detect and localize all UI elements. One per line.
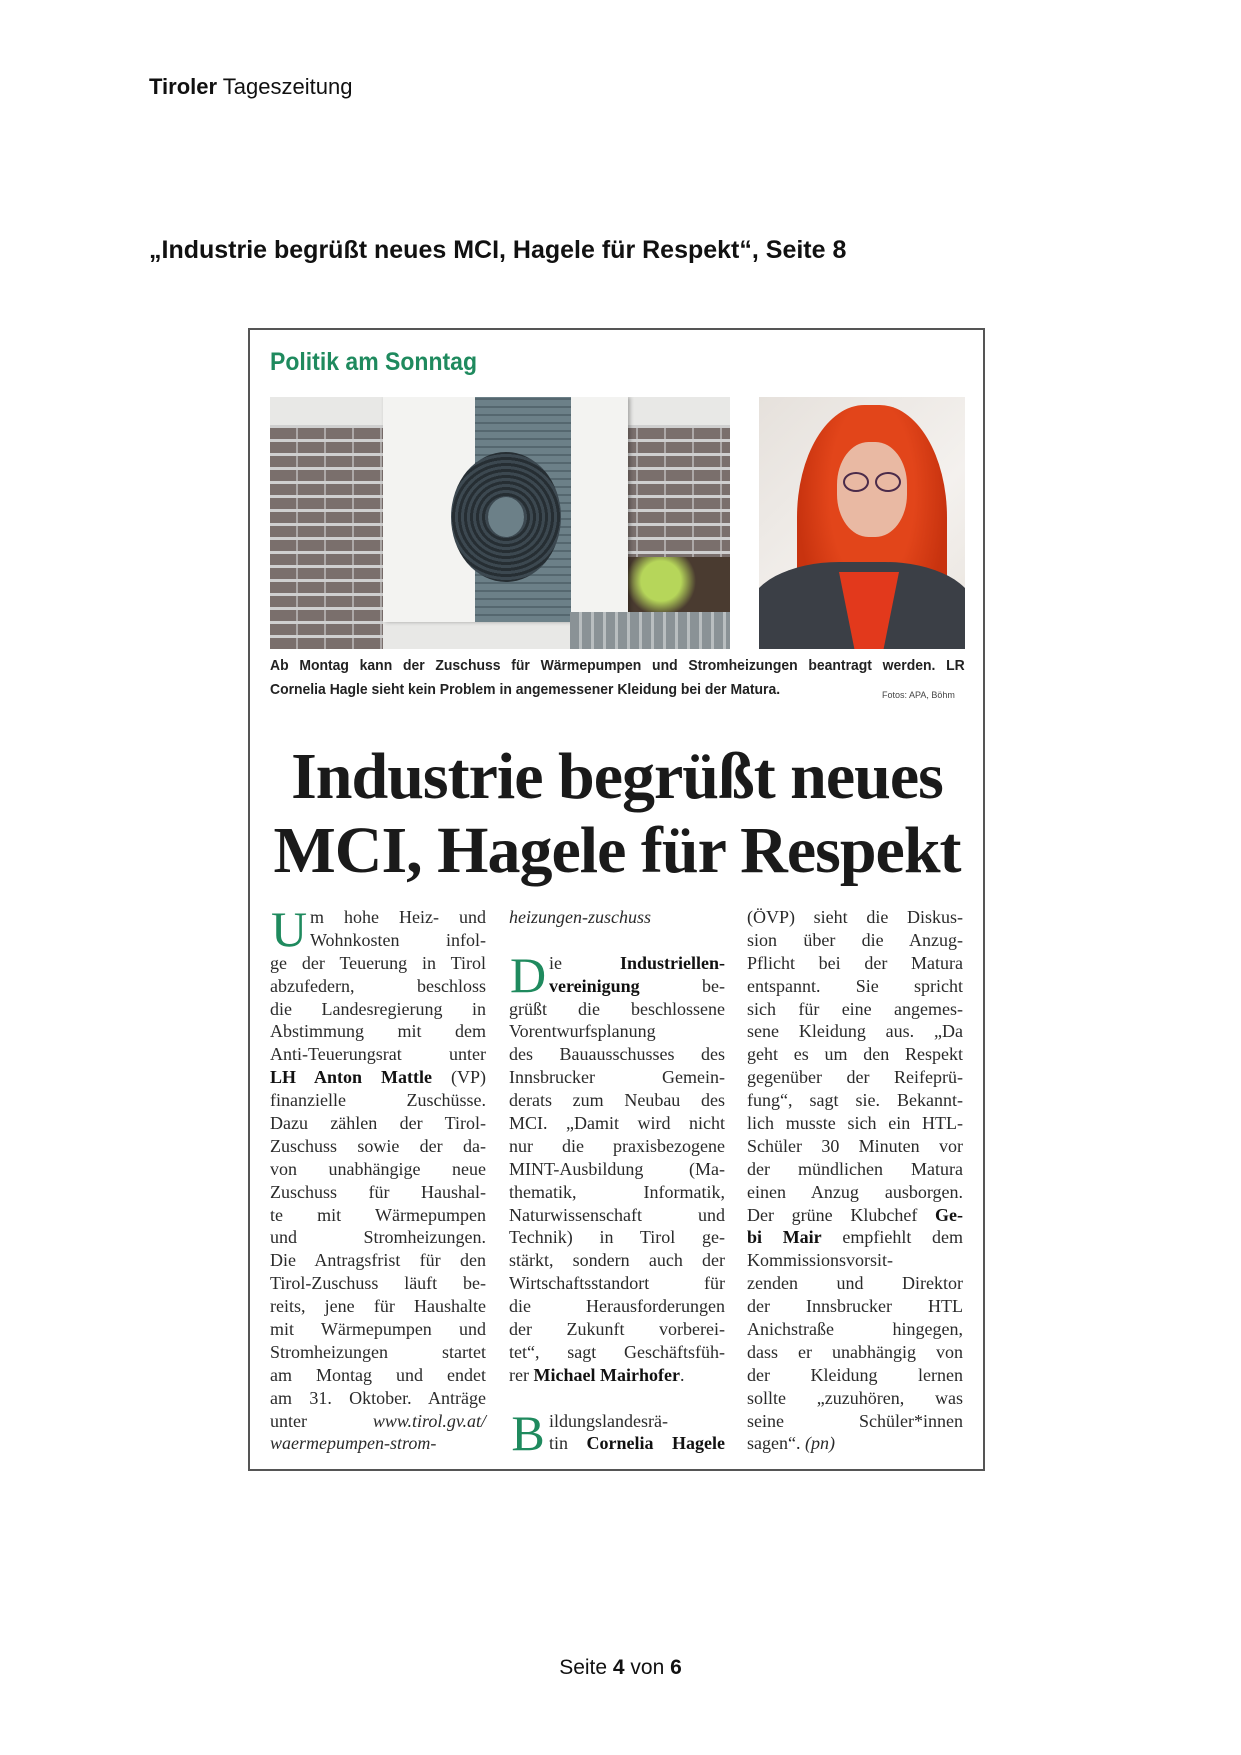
line-text (270, 1226, 486, 1249)
text-line (270, 1410, 486, 1433)
line-text (747, 1341, 963, 1364)
text-line (270, 929, 486, 952)
text-line (747, 1364, 963, 1387)
line-text (270, 1295, 486, 1318)
drop-cap: D (509, 946, 547, 1003)
text-segment: tet“, sagt Geschäftsfüh- (509, 1341, 725, 1362)
line-text (509, 1181, 725, 1204)
total-pages: 6 (670, 1656, 682, 1679)
article-column-3 (747, 906, 963, 1455)
text-segment: sich für eine angemes- (747, 998, 963, 1019)
text-segment: Pflicht bei der Matura (747, 952, 963, 973)
page-footer (0, 1656, 1241, 1680)
line-text (270, 1249, 486, 1272)
text-segment: Dazu zählen der Tirol- (270, 1113, 486, 1134)
text-line (509, 1089, 725, 1112)
text-segment: des Bauausschusses des (509, 1044, 725, 1065)
article-column-1 (270, 901, 486, 1455)
line-text (509, 906, 725, 929)
line-text (270, 1432, 486, 1455)
text-segment: empfiehlt dem (821, 1227, 963, 1248)
bold-name: bi Mair (747, 1227, 822, 1248)
text-line (270, 1295, 486, 1318)
text-line (270, 1272, 486, 1295)
text-segment: abzufedern, beschloss (270, 975, 486, 996)
line-text (747, 1295, 963, 1318)
text-segment: (ÖVP) sieht die Diskus- (747, 907, 963, 927)
text-segment: Wohnkosten infol- (310, 929, 486, 950)
text-line (270, 1112, 486, 1135)
text-line (747, 1410, 963, 1433)
article-column-2 (509, 906, 725, 1461)
photo-credit: Fotos: APA, Böhm (882, 690, 955, 700)
text-line (270, 952, 486, 975)
text-segment: be- (639, 975, 725, 996)
text-line (747, 1387, 963, 1410)
bold-name: vereinigung (549, 975, 640, 996)
text-segment: unter (270, 1410, 373, 1431)
line-text (509, 1364, 725, 1387)
line-text (747, 906, 963, 929)
text-line (270, 1020, 486, 1043)
line-text (509, 998, 725, 1021)
text-segment: Zuschuss sowie der da- (270, 1135, 486, 1156)
text-line (270, 1135, 486, 1158)
text-segment: nur die praxisbezogene (509, 1135, 725, 1156)
text-segment: am 31. Oktober. Anträge (270, 1387, 486, 1408)
headline-line: Industrie begrüßt neues (291, 740, 943, 813)
text-line (270, 1249, 486, 1272)
text-segment: die Herausforderungen (509, 1296, 725, 1317)
line-text (509, 1249, 725, 1272)
text-line (270, 1043, 486, 1066)
text-segment: reits, jene für Haushalte (270, 1296, 486, 1317)
text-segment: m hohe Heiz- und (310, 907, 486, 927)
line-text (270, 1020, 486, 1043)
text-segment: grüßt die beschlossene (509, 998, 725, 1019)
text-line (747, 952, 963, 975)
text-line (270, 1204, 486, 1227)
text-line (747, 929, 963, 952)
italic-text: www.tirol.gv.at/ (372, 1410, 486, 1431)
line-text (270, 929, 486, 952)
line-text (747, 1020, 963, 1043)
text-segment: einen Anzug ausborgen. (747, 1181, 963, 1202)
text-line (509, 1272, 725, 1295)
line-text (509, 1432, 725, 1455)
text-segment: Vorentwurfsplanung (509, 1021, 656, 1042)
line-text (509, 1066, 725, 1089)
text-segment: Die Antragsfrist für den (270, 1250, 486, 1271)
text-segment: entspannt. Sie spricht (747, 975, 963, 996)
text-line (509, 1341, 725, 1364)
footer-prefix: Seite (559, 1656, 613, 1679)
text-segment: Innsbrucker Gemein- (509, 1067, 725, 1088)
text-segment: MCI. „Damit wird nicht (509, 1113, 725, 1134)
italic-text: waermepumpen-strom- (270, 1433, 437, 1454)
line-text (747, 952, 963, 975)
line-text (270, 1341, 486, 1364)
text-segment: Anti-Teuerungsrat unter (270, 1044, 486, 1065)
footer-mid: von (624, 1656, 671, 1679)
headline-line: MCI, Hagele für Respekt (273, 814, 961, 887)
text-line (509, 1364, 725, 1387)
text-segment: Schüler 30 Minuten vor (747, 1135, 963, 1156)
line-text (509, 1204, 725, 1227)
text-line (747, 975, 963, 998)
line-text (747, 975, 963, 998)
text-line (270, 1089, 486, 1112)
line-text (747, 929, 963, 952)
text-line (747, 1089, 963, 1112)
line-text (270, 1204, 486, 1227)
line-text (509, 1318, 725, 1341)
brand-rest: Tageszeitung (222, 74, 353, 99)
text-segment: am Montag und endet (270, 1364, 486, 1385)
line-text (747, 998, 963, 1021)
caption-line: Cornelia Hagle sieht kein Problem in angemessener Kleidung bei der Matura. (270, 681, 781, 698)
text-segment: Tirol-Zuschuss läuft be- (270, 1273, 486, 1294)
line-text (270, 998, 486, 1021)
text-line (747, 1341, 963, 1364)
text-segment: von unabhängige neue (270, 1158, 486, 1179)
line-text (270, 1272, 486, 1295)
text-segment: Kommissionsvorsit- (747, 1250, 894, 1271)
text-segment: seine Schüler*innen (747, 1410, 963, 1431)
text-line (747, 1432, 963, 1455)
line-text (270, 1387, 486, 1410)
text-segment: lich musste sich ein HTL- (747, 1113, 963, 1134)
text-line (747, 998, 963, 1021)
text-line (509, 1158, 725, 1181)
line-text (747, 1272, 963, 1295)
line-text (747, 1318, 963, 1341)
bold-name: LH Anton Mattle (270, 1067, 432, 1088)
current-page: 4 (612, 1656, 625, 1679)
line-text (747, 1204, 963, 1227)
line-text (747, 1387, 963, 1410)
text-line (509, 975, 725, 998)
text-segment: die Landesregierung in (270, 998, 486, 1019)
brand-bold: Tiroler (149, 74, 218, 99)
text-segment: Naturwissenschaft und (509, 1204, 725, 1225)
text-line (509, 1066, 725, 1089)
line-text (509, 1043, 725, 1066)
text-line (270, 1341, 486, 1364)
line-text (509, 1135, 725, 1158)
line-text (509, 1112, 725, 1135)
text-segment: Technik) in Tirol ge- (509, 1227, 725, 1248)
line-text (509, 1226, 725, 1249)
text-segment: finanzielle Zuschüsse. (270, 1090, 486, 1111)
document-title: „Industrie begrüßt neues MCI, Hagele für Respekt“, Seite 8 (149, 236, 847, 264)
line-text (747, 1066, 963, 1089)
text-segment: gegenüber der Reifeprü- (747, 1067, 963, 1088)
text-line (509, 1318, 725, 1341)
text-line (509, 1135, 725, 1158)
line-text (270, 1066, 486, 1089)
text-line (270, 1432, 486, 1455)
line-text (270, 1089, 486, 1112)
text-line (747, 1043, 963, 1066)
text-segment: geht es um den Respekt (747, 1044, 963, 1065)
text-segment: ge der Teuerung in Tirol (270, 952, 486, 973)
text-line (270, 1387, 486, 1410)
text-segment: Zuschuss für Haushal- (270, 1181, 486, 1202)
article-headline (262, 740, 972, 888)
line-text (509, 1341, 725, 1364)
italic-text: (pn) (804, 1433, 835, 1454)
text-segment: ie (549, 952, 620, 973)
text-segment: mit Wärmepumpen und (270, 1319, 486, 1340)
line-text (747, 1249, 963, 1272)
text-line (747, 1295, 963, 1318)
text-segment: (VP) (432, 1067, 486, 1088)
text-line (747, 1181, 963, 1204)
text-segment: Abstimmung mit dem (270, 1021, 486, 1042)
text-line (509, 1112, 725, 1135)
text-line (270, 1226, 486, 1249)
text-line (509, 906, 725, 929)
text-line (747, 1318, 963, 1341)
drop-cap: B (511, 1404, 545, 1461)
line-text (509, 975, 725, 998)
line-text (270, 1043, 486, 1066)
text-line (747, 1204, 963, 1227)
line-text (747, 1158, 963, 1181)
bold-name: Industriellen- (619, 952, 725, 973)
text-segment: der Kleidung lernen (747, 1364, 963, 1385)
text-segment: . (679, 1364, 685, 1385)
text-line (747, 1226, 963, 1249)
text-segment: thematik, Informatik, (509, 1181, 725, 1202)
text-line (270, 1364, 486, 1387)
line-text (270, 1364, 486, 1387)
line-text (509, 1272, 725, 1295)
text-line (270, 1181, 486, 1204)
text-segment: sagen“. (747, 1433, 805, 1454)
text-segment: der Innsbrucker HTL (747, 1296, 963, 1317)
text-line (747, 1135, 963, 1158)
text-line (747, 1112, 963, 1135)
text-segment: Der grüne Klubchef (747, 1204, 936, 1225)
line-text (509, 1295, 725, 1318)
text-line (509, 1181, 725, 1204)
line-text (270, 1135, 486, 1158)
line-text (509, 1020, 725, 1043)
line-text (747, 1089, 963, 1112)
text-segment: tin (549, 1433, 587, 1454)
text-segment: Stromheizungen startet (270, 1341, 486, 1362)
line-text (509, 1089, 725, 1112)
text-line (747, 1272, 963, 1295)
text-segment: stärkt, sondern auch der (509, 1250, 725, 1271)
text-segment: Wirtschaftsstandort für (509, 1273, 725, 1294)
text-segment: sollte „zuzuhören, was (747, 1387, 963, 1408)
text-line (747, 1158, 963, 1181)
text-line (509, 1226, 725, 1249)
heat-pump-photo (270, 397, 730, 649)
text-segment: MINT-Ausbildung (Ma- (509, 1158, 725, 1179)
text-line (509, 1043, 725, 1066)
text-segment: derats zum Neubau des (509, 1090, 725, 1111)
text-line (509, 1204, 725, 1227)
text-segment: zenden und Direktor (747, 1273, 963, 1294)
text-line (509, 1249, 725, 1272)
caption-line: Ab Montag kann der Zuschuss für Wärmepumpen und Stromheizungen beantragt werden. LR (270, 657, 965, 674)
text-line (270, 1066, 486, 1089)
portrait-photo (759, 397, 965, 649)
text-segment: dass er unabhängig von (747, 1341, 963, 1362)
text-line (270, 998, 486, 1021)
text-segment: der Zukunft vorberei- (509, 1319, 725, 1340)
line-text (270, 975, 486, 998)
text-line (747, 1249, 963, 1272)
line-text (270, 1181, 486, 1204)
text-line (747, 906, 963, 929)
line-text (747, 1135, 963, 1158)
text-segment: te mit Wärmepumpen (270, 1204, 486, 1225)
page-header (149, 74, 352, 100)
text-segment: fung“, sagt sie. Bekannt- (747, 1090, 963, 1111)
line-text (509, 1158, 725, 1181)
line-text (747, 1043, 963, 1066)
line-text (270, 952, 486, 975)
line-text (747, 1181, 963, 1204)
text-line (747, 1066, 963, 1089)
text-line (509, 1295, 725, 1318)
section-label: Politik am Sonntag (270, 348, 478, 376)
line-text (270, 1158, 486, 1181)
text-line (270, 975, 486, 998)
line-text (270, 1410, 486, 1433)
photo-caption (270, 654, 965, 702)
line-text (747, 1432, 963, 1455)
line-text (747, 1410, 963, 1433)
line-text (747, 1364, 963, 1387)
bold-name: Cornelia Hagele (586, 1433, 725, 1454)
line-text (747, 1226, 963, 1249)
text-segment: Anichstraße hingegen, (747, 1319, 963, 1340)
text-segment: ildungslandesrä- (549, 1410, 668, 1431)
drop-cap: U (270, 901, 308, 957)
text-segment: rer (509, 1364, 534, 1385)
line-text (270, 1318, 486, 1341)
line-text (270, 1112, 486, 1135)
text-segment: und Stromheizungen. (270, 1227, 486, 1248)
text-line (509, 1020, 725, 1043)
text-segment: sion über die Anzug- (747, 929, 963, 950)
italic-text: heizungen-zuschuss (509, 907, 651, 927)
text-line (270, 1318, 486, 1341)
text-line (509, 1432, 725, 1455)
text-line (747, 1020, 963, 1043)
line-text (747, 1112, 963, 1135)
text-segment: sene Kleidung aus. „Da (747, 1021, 963, 1042)
text-line (270, 1158, 486, 1181)
bold-name: Michael Mairhofer (533, 1364, 680, 1385)
bold-name: Ge- (935, 1204, 963, 1225)
text-segment: der mündlichen Matura (747, 1158, 963, 1179)
text-line (509, 998, 725, 1021)
